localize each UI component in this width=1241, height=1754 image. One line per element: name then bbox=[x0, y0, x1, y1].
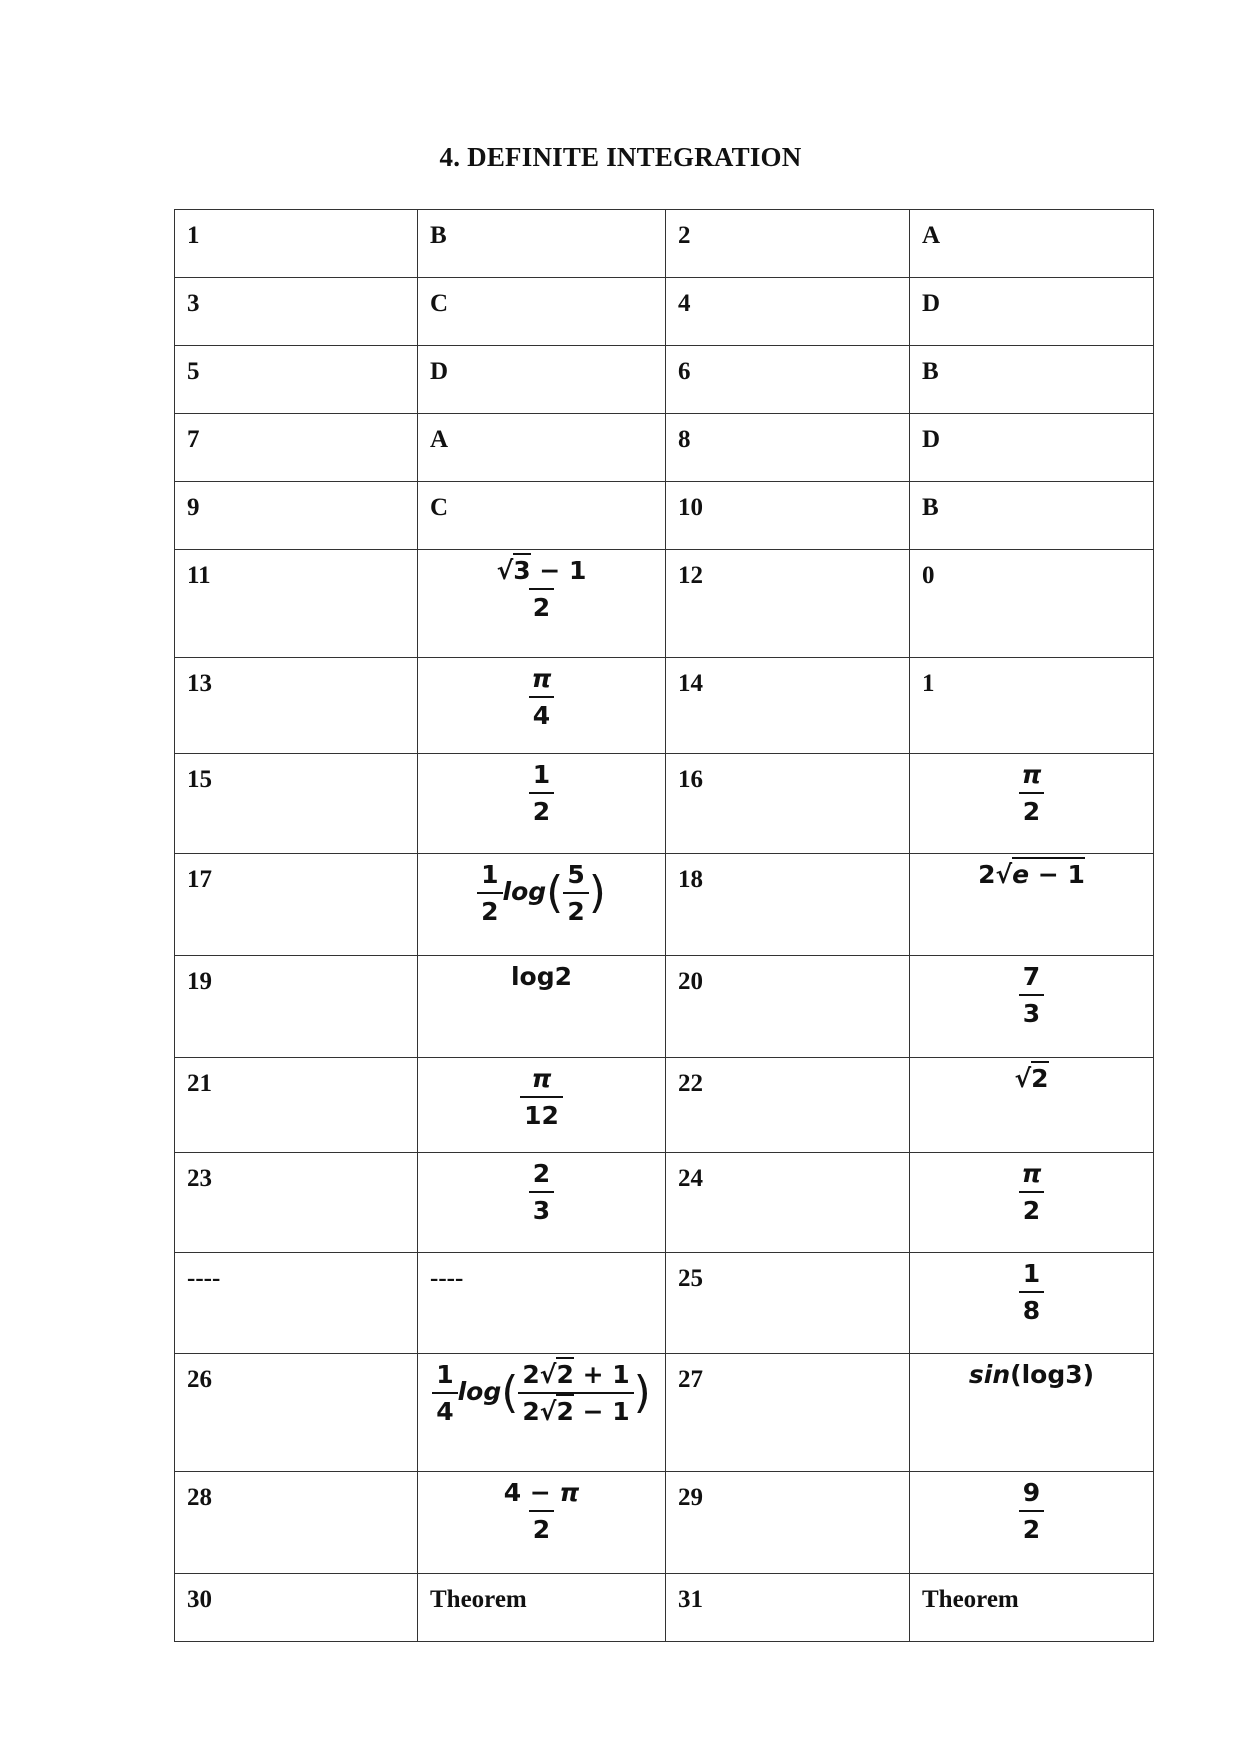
formula: $\frac{1}{8}$ bbox=[1019, 1276, 1044, 1305]
question-number: 30 bbox=[175, 1574, 418, 1642]
answer: A bbox=[418, 414, 666, 482]
answer: Theorem bbox=[418, 1574, 666, 1642]
answer: ---- bbox=[418, 1253, 666, 1354]
question-number: 6 bbox=[666, 346, 910, 414]
question-number: 12 bbox=[666, 550, 910, 658]
answer-formula bbox=[418, 550, 666, 658]
formula: √2 bbox=[1014, 1061, 1048, 1093]
question-number: 14 bbox=[666, 658, 910, 754]
table-row bbox=[175, 1058, 1154, 1153]
formula: sin(log3) bbox=[968, 1360, 1095, 1389]
answer: A bbox=[910, 210, 1154, 278]
question-number: 7 bbox=[175, 414, 418, 482]
answer-formula bbox=[418, 1153, 666, 1253]
answer-formula bbox=[910, 1472, 1154, 1574]
question-number: 17 bbox=[175, 854, 418, 956]
formula: $\frac{\pi}{2}$ bbox=[1018, 777, 1046, 806]
answer-formula bbox=[910, 754, 1154, 854]
question-number: 31 bbox=[666, 1574, 910, 1642]
question-number: 24 bbox=[666, 1153, 910, 1253]
answer-formula bbox=[418, 1354, 666, 1472]
question-number: 16 bbox=[666, 754, 910, 854]
question-number: 15 bbox=[175, 754, 418, 854]
table-row bbox=[175, 1472, 1154, 1574]
formula: $\frac{9}{2}$ bbox=[1019, 1495, 1044, 1524]
question-number: 25 bbox=[666, 1253, 910, 1354]
table-row bbox=[175, 1253, 1154, 1354]
question-number: 9 bbox=[175, 482, 418, 550]
answer-key-table bbox=[174, 209, 1154, 1642]
question-number: 29 bbox=[666, 1472, 910, 1574]
question-number: 28 bbox=[175, 1472, 418, 1574]
question-number: 1 bbox=[175, 210, 418, 278]
answer: D bbox=[910, 414, 1154, 482]
question-number: 3 bbox=[175, 278, 418, 346]
answer: C bbox=[418, 278, 666, 346]
table-row bbox=[175, 1153, 1154, 1253]
question-number: 5 bbox=[175, 346, 418, 414]
question-number: 23 bbox=[175, 1153, 418, 1253]
table-row bbox=[175, 278, 1154, 346]
answer: C bbox=[418, 482, 666, 550]
table-row bbox=[175, 754, 1154, 854]
answer: D bbox=[910, 278, 1154, 346]
answer-formula bbox=[418, 658, 666, 754]
answer-formula bbox=[910, 956, 1154, 1058]
question-number: 2 bbox=[666, 210, 910, 278]
question-number: 10 bbox=[666, 482, 910, 550]
answer: D bbox=[418, 346, 666, 414]
table-row bbox=[175, 658, 1154, 754]
question-number: 27 bbox=[666, 1354, 910, 1472]
answer-formula bbox=[418, 956, 666, 1058]
formula: $\frac{1}{2}$ log( $\frac{5}{2}$ ) bbox=[477, 877, 606, 906]
answer-formula bbox=[910, 1153, 1154, 1253]
question-number: 11 bbox=[175, 550, 418, 658]
question-number: 22 bbox=[666, 1058, 910, 1153]
question-number: 19 bbox=[175, 956, 418, 1058]
formula: $\frac{\pi}{12}$ bbox=[520, 1081, 563, 1110]
answer-formula bbox=[418, 1472, 666, 1574]
formula: 2√e − 1 bbox=[978, 857, 1085, 889]
table-row bbox=[175, 854, 1154, 956]
page-title: 4. DEFINITE INTEGRATION bbox=[439, 142, 802, 172]
question-number: ---- bbox=[175, 1253, 418, 1354]
question-number: 13 bbox=[175, 658, 418, 754]
question-number: 18 bbox=[666, 854, 910, 956]
question-number: 21 bbox=[175, 1058, 418, 1153]
formula: $\frac{√3 - 1}{2}$ bbox=[493, 573, 591, 602]
table-row bbox=[175, 210, 1154, 278]
table-row bbox=[175, 346, 1154, 414]
answer: 0 bbox=[910, 550, 1154, 658]
answer-formula bbox=[910, 1354, 1154, 1472]
answer: B bbox=[910, 482, 1154, 550]
formula: $\frac{1}{2}$ bbox=[529, 777, 554, 806]
question-number: 8 bbox=[666, 414, 910, 482]
formula: $\frac{2}{3}$ bbox=[529, 1176, 554, 1205]
answer: 1 bbox=[910, 658, 1154, 754]
question-number: 20 bbox=[666, 956, 910, 1058]
table-row bbox=[175, 550, 1154, 658]
table-row bbox=[175, 1354, 1154, 1472]
answer-formula bbox=[910, 854, 1154, 956]
table-row bbox=[175, 956, 1154, 1058]
formula: $\frac{4 - \pi}{2}$ bbox=[503, 1478, 580, 1544]
formula: $\frac{1}{4}$ log( $\frac{2√2 + 1}{2√2 - 1}$ ) bbox=[432, 1377, 651, 1406]
formula: $\frac{\pi}{2}$ bbox=[1018, 1176, 1046, 1205]
answer: B bbox=[418, 210, 666, 278]
answer-formula bbox=[418, 1058, 666, 1153]
answer-formula bbox=[418, 854, 666, 956]
formula: $\frac{\pi}{4}$ bbox=[528, 681, 556, 710]
answer: Theorem bbox=[910, 1574, 1154, 1642]
answer-formula bbox=[910, 1253, 1154, 1354]
question-number: 4 bbox=[666, 278, 910, 346]
formula: log2 bbox=[510, 962, 573, 991]
table-row bbox=[175, 482, 1154, 550]
answer-formula bbox=[910, 1058, 1154, 1153]
answer: B bbox=[910, 346, 1154, 414]
formula: $\frac{7}{3}$ bbox=[1019, 979, 1044, 1008]
answer-formula bbox=[418, 754, 666, 854]
table-row bbox=[175, 414, 1154, 482]
table-row bbox=[175, 1574, 1154, 1642]
question-number: 26 bbox=[175, 1354, 418, 1472]
